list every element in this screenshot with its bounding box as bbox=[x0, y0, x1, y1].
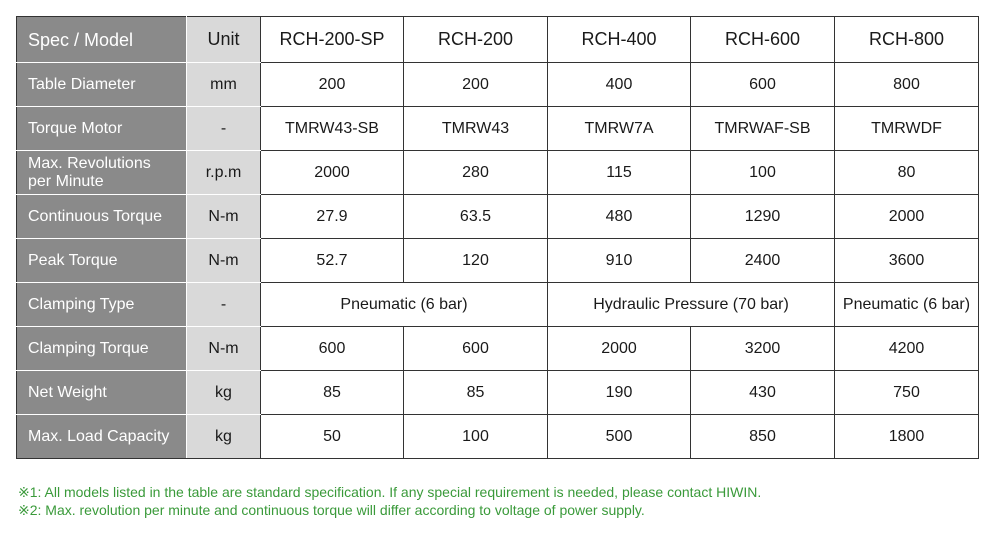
table-cell: 600 bbox=[404, 327, 548, 371]
table-cell: 600 bbox=[261, 327, 404, 371]
row-label: Peak Torque bbox=[17, 239, 187, 283]
table-cell: 2000 bbox=[835, 195, 979, 239]
table-cell: Pneumatic (6 bar) bbox=[835, 283, 979, 327]
table-cell: TMRW7A bbox=[548, 107, 691, 151]
table-row bbox=[17, 107, 979, 151]
table-cell: 80 bbox=[835, 151, 979, 195]
table-row bbox=[17, 63, 979, 107]
model-header: RCH-400 bbox=[548, 17, 691, 63]
table-row bbox=[17, 327, 979, 371]
table-cell: 2000 bbox=[261, 151, 404, 195]
table-cell: 115 bbox=[548, 151, 691, 195]
footnotes bbox=[18, 483, 761, 519]
row-label bbox=[17, 151, 187, 195]
row-label: Max. Load Capacity bbox=[17, 415, 187, 459]
row-unit: kg bbox=[187, 415, 261, 459]
table-cell: 280 bbox=[404, 151, 548, 195]
table-cell: 52.7 bbox=[261, 239, 404, 283]
table-cell: 430 bbox=[691, 371, 835, 415]
row-unit: - bbox=[187, 283, 261, 327]
table-cell: Hydraulic Pressure (70 bar) bbox=[548, 283, 835, 327]
table-cell: 85 bbox=[261, 371, 404, 415]
table-cell: 500 bbox=[548, 415, 691, 459]
table-cell: 910 bbox=[548, 239, 691, 283]
model-header: RCH-200 bbox=[404, 17, 548, 63]
table-cell: 50 bbox=[261, 415, 404, 459]
table-cell: TMRWDF bbox=[835, 107, 979, 151]
header-row bbox=[17, 17, 979, 63]
row-label-line: per Minute bbox=[28, 172, 104, 190]
unit-header: Unit bbox=[187, 17, 261, 63]
table-cell: 200 bbox=[404, 63, 548, 107]
row-label: Net Weight bbox=[17, 371, 187, 415]
table-cell: 400 bbox=[548, 63, 691, 107]
table-row bbox=[17, 195, 979, 239]
table-cell: TMRWAF-SB bbox=[691, 107, 835, 151]
table-row bbox=[17, 151, 979, 195]
table-cell: 1290 bbox=[691, 195, 835, 239]
row-unit: r.p.m bbox=[187, 151, 261, 195]
table-cell: 480 bbox=[548, 195, 691, 239]
table-cell: 2000 bbox=[548, 327, 691, 371]
table-cell: 190 bbox=[548, 371, 691, 415]
row-label: Torque Motor bbox=[17, 107, 187, 151]
table-cell: 800 bbox=[835, 63, 979, 107]
row-label-line: Max. Revolutions bbox=[28, 154, 151, 172]
row-label: Continuous Torque bbox=[17, 195, 187, 239]
table-cell: 1800 bbox=[835, 415, 979, 459]
table-row bbox=[17, 371, 979, 415]
table-cell: 750 bbox=[835, 371, 979, 415]
row-label: Table Diameter bbox=[17, 63, 187, 107]
footnote: ※1: All models listed in the table are standard specification. If any special requirement is needed, please contact HIWIN. bbox=[18, 484, 762, 500]
table-cell: 4200 bbox=[835, 327, 979, 371]
table-cell: Pneumatic (6 bar) bbox=[261, 283, 548, 327]
table-cell: 100 bbox=[691, 151, 835, 195]
table-cell: 2400 bbox=[691, 239, 835, 283]
table-row bbox=[17, 415, 979, 459]
row-unit: N-m bbox=[187, 195, 261, 239]
table-cell: 85 bbox=[404, 371, 548, 415]
spec-table bbox=[16, 16, 979, 459]
table-cell: 3200 bbox=[691, 327, 835, 371]
row-unit: mm bbox=[187, 63, 261, 107]
row-unit: N-m bbox=[187, 239, 261, 283]
table-cell: TMRW43-SB bbox=[261, 107, 404, 151]
table-cell: 63.5 bbox=[404, 195, 548, 239]
model-header: RCH-200-SP bbox=[261, 17, 404, 63]
model-header: RCH-600 bbox=[691, 17, 835, 63]
table-row bbox=[17, 283, 979, 327]
row-label: Clamping Torque bbox=[17, 327, 187, 371]
row-unit: N-m bbox=[187, 327, 261, 371]
table-cell: TMRW43 bbox=[404, 107, 548, 151]
footnote: ※2: Max. revolution per minute and continuous torque will differ according to voltage of power supply. bbox=[18, 502, 645, 518]
model-header: RCH-800 bbox=[835, 17, 979, 63]
row-label: Clamping Type bbox=[17, 283, 187, 327]
spec-model-header: Spec / Model bbox=[17, 17, 187, 63]
row-unit: - bbox=[187, 107, 261, 151]
table-cell: 200 bbox=[261, 63, 404, 107]
table-cell: 120 bbox=[404, 239, 548, 283]
table-cell: 3600 bbox=[835, 239, 979, 283]
table-cell: 27.9 bbox=[261, 195, 404, 239]
table-row bbox=[17, 239, 979, 283]
table-cell: 600 bbox=[691, 63, 835, 107]
row-unit: kg bbox=[187, 371, 261, 415]
table-cell: 100 bbox=[404, 415, 548, 459]
table-cell: 850 bbox=[691, 415, 835, 459]
